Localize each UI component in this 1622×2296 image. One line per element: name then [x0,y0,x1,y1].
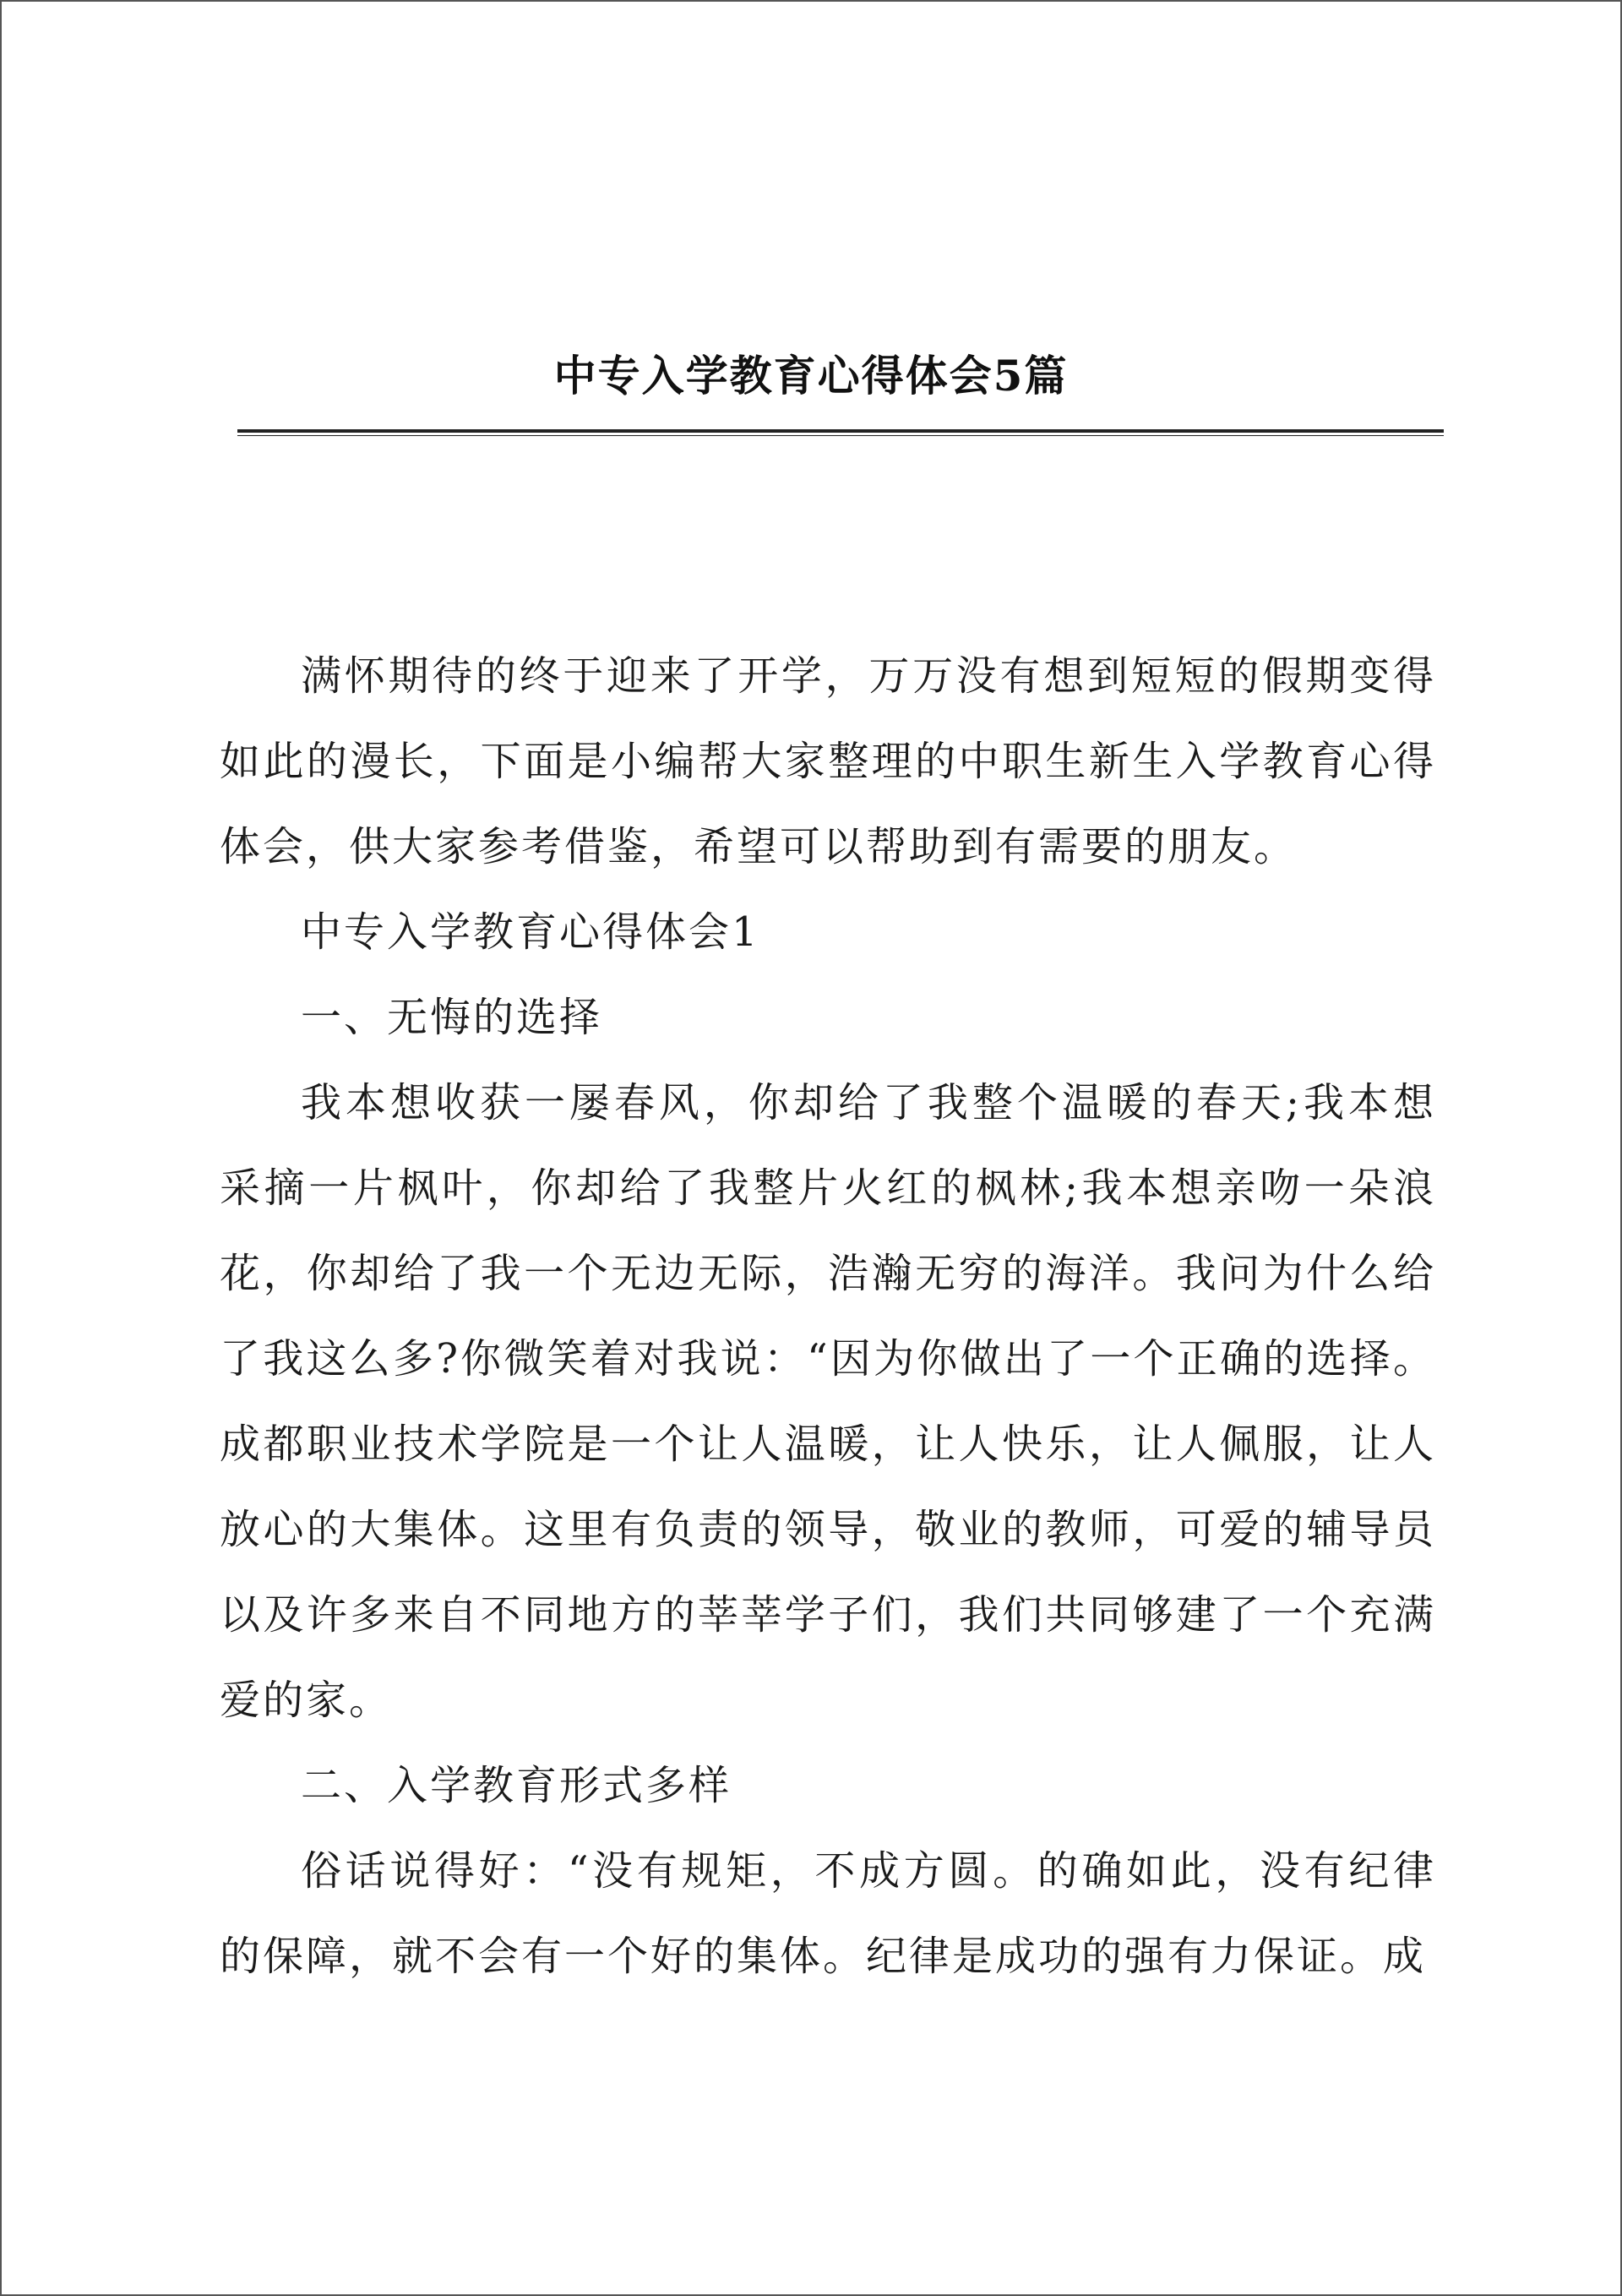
document-body [220,634,1436,1999]
section-heading-1: 中专入学教育心得体会1 [301,908,760,956]
paragraph-choice: 我本想收获一屡春风，你却给了我整个温暖的春天;我本想采摘一片枫叶，你却给了我整片火红的枫林;我本想亲吻一朵浪花，你却给了我一个无边无际，浩瀚无穷的海洋。我问为什么给了我这么多?你微笑着对我说：“因为你做出了一个正确的选择。成都职业技术学院是一个让人温暖，让人快乐，让人佩服，让人放心的大集体。这里有负责的领导，敬业的教师，可爱的辅导员以及许多来自不同地方的莘莘学子们，我们共同够建了一个充满爱的家。 [220,1079,1436,1724]
subheading-no-regret-choice: 一、无悔的选择 [301,994,603,1041]
subheading-diverse-education: 二、入学教育形式多样 [301,1762,732,1809]
title-divider [237,429,1444,436]
paragraph-discipline: 俗话说得好：“没有规矩，不成方圆。的确如此，没有纪律的保障，就不会有一个好的集体。纪律是成功的强有力保证。成 [220,1847,1436,1980]
document-title: 中专入学教育心得体会5篇 [553,350,1069,401]
intro-paragraph: 满怀期待的终于迎来了开学，万万没有想到短短的假期变得如此的漫长，下面是小编帮大家整理的中职生新生入学教育心得体会，供大家参考借鉴，希望可以帮助到有需要的朋友。 [220,652,1436,870]
